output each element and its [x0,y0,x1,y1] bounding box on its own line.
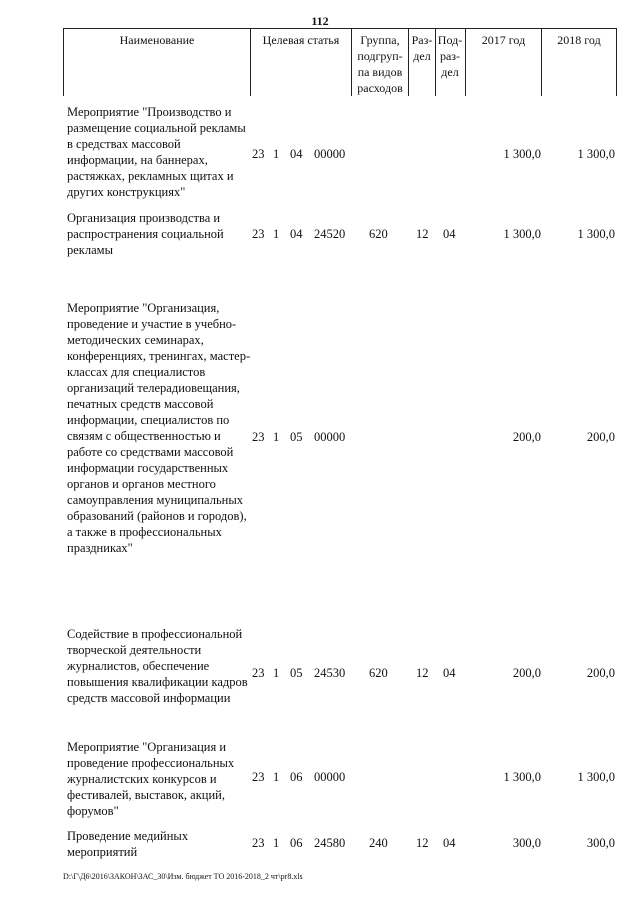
page-number: 112 [311,14,329,28]
row-1-article-subprogram: 1 [273,147,280,161]
row-4-name: Содействие в профессиональной творческой деятельности журналистов, обеспечение повышения квалификации кадров средств массовой информации [67,627,248,705]
row-6-2018: 300,0 [586,836,615,850]
row-1-article-code: 00000 [314,147,346,161]
header-section: Раз-дел [411,33,433,63]
row-4-article-event: 05 [290,666,303,680]
row-2-article-event: 04 [290,227,303,241]
row-5-article-code: 00000 [314,770,346,784]
file-path-footer: D:\Г\Д6\2016\ЗАКОН\ЗАС_30\Изм. бюджет ТО 2016-2018_2 чт\pr8.xls [63,872,303,881]
row-3-article-program: 23 [252,430,265,444]
row-2-subsection: 04 [443,227,456,241]
header-group: Группа, подгруп-па видов расходов [357,33,403,95]
row-1-2018: 1 300,0 [577,147,615,161]
row-3-article-subprogram: 1 [273,430,280,444]
row-3-name: Мероприятие "Организация, проведение и участие в учебно-методических семинарах, конференциях, тренингах, мастер-классах для специалистов организаций телерадиовещания, печатных средств массовой информации, специалистов по связям с общественностью и работе со средствами массовой информации государственных органов и органов местного самоуправления муниципальных образований (районов и городов), а также в профессиональных праздниках" [67,301,251,555]
row-6-section: 12 [416,836,429,850]
row-6-article-subprogram: 1 [273,836,280,850]
row-2-article-subprogram: 1 [273,227,280,241]
row-4-subsection: 04 [443,666,456,680]
row-2-group: 620 [369,227,388,241]
row-4-section: 12 [416,666,429,680]
row-2-name: Организация производства и распространения социальной рекламы [67,211,224,257]
header-2018: 2018 год [557,33,601,47]
row-4-2018: 200,0 [586,666,615,680]
row-6-group: 240 [369,836,388,850]
row-2-article-program: 23 [252,227,265,241]
row-4-2017: 200,0 [512,666,541,680]
row-2-2018: 1 300,0 [577,227,615,241]
row-1-article-program: 23 [252,147,265,161]
row-6-subsection: 04 [443,836,456,850]
row-6-article-event: 06 [290,836,303,850]
row-2-2017: 1 300,0 [503,227,541,241]
row-4-article-code: 24530 [314,666,346,680]
header-2017: 2017 год [481,33,526,47]
row-5-article-program: 23 [252,770,265,784]
row-2-article-code: 24520 [314,227,346,241]
row-5-article-subprogram: 1 [273,770,280,784]
row-4-group: 620 [369,666,388,680]
row-3-2018: 200,0 [586,430,615,444]
row-1-article-event: 04 [290,147,303,161]
header-article: Целевая статья [262,33,340,47]
row-3-2017: 200,0 [512,430,541,444]
row-1-2017: 1 300,0 [503,147,541,161]
row-3-article-code: 00000 [314,430,346,444]
row-2-section: 12 [416,227,429,241]
row-6-article-code: 24580 [314,836,346,850]
row-6-name: Проведение медийных мероприятий [67,829,189,859]
row-6-article-program: 23 [252,836,265,850]
row-4-article-subprogram: 1 [273,666,280,680]
row-1-name: Мероприятие "Производство и размещение социальной рекламы в средствах массовой информации, на баннерах, растяжках, рекламных щитах и других конструкциях" [67,105,246,199]
table-header [63,28,617,96]
row-5-2018: 1 300,0 [577,770,615,784]
row-6-2017: 300,0 [512,836,541,850]
header-name: Наименование [119,33,195,47]
row-4-article-program: 23 [252,666,265,680]
row-5-article-event: 06 [290,770,303,784]
row-5-2017: 1 300,0 [503,770,541,784]
row-5-name: Мероприятие "Организация и проведение профессиональных журналистских конкурсов и фестивалей, выставок, акций, форумов" [67,740,235,818]
header-subsection: Под-раз-дел [437,33,463,79]
row-3-article-event: 05 [290,430,303,444]
